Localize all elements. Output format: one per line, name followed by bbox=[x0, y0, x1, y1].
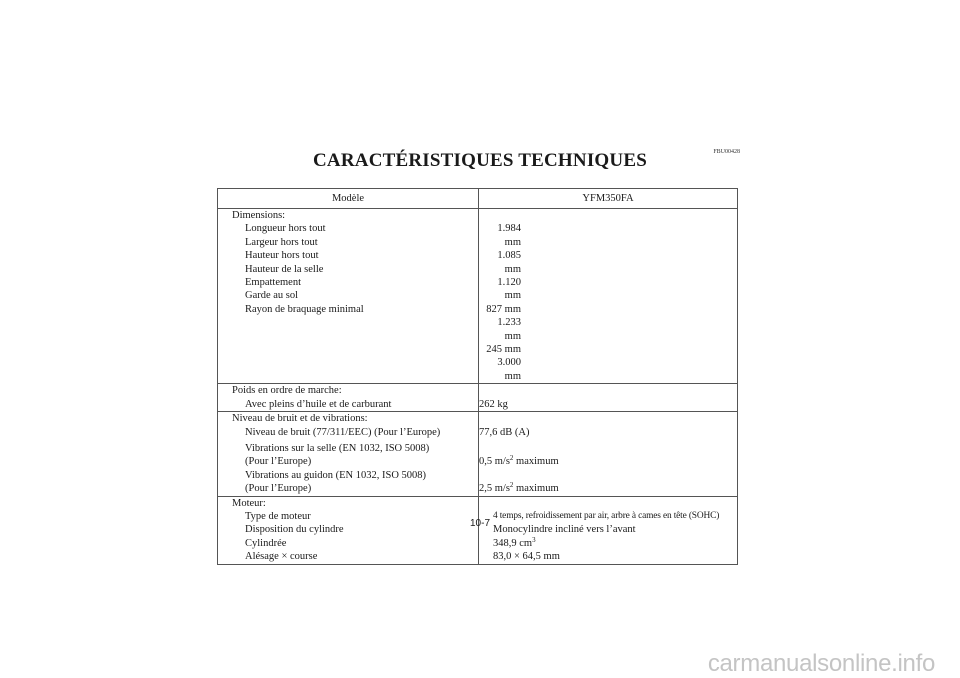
noise-values bbox=[479, 412, 738, 496]
spec-value: 245 mm bbox=[486, 344, 521, 356]
spec-value: 827 mm bbox=[486, 303, 521, 315]
spec-label: Cylindrée bbox=[245, 537, 287, 549]
spec-label: Vibrations au guidon (EN 1032, ISO 5008) bbox=[245, 469, 427, 481]
table-header-row bbox=[218, 189, 738, 209]
spec-value: 77,6 dB (A) bbox=[479, 426, 530, 438]
engine-values bbox=[479, 496, 738, 564]
spec-label: Alésage × course bbox=[245, 551, 318, 563]
spec-label: Garde au sol bbox=[245, 290, 299, 302]
specifications-table bbox=[217, 188, 738, 565]
spec-label: Niveau de bruit (77/311/EEC) (Pour l’Europe) bbox=[245, 426, 441, 438]
noise-labels bbox=[218, 412, 479, 496]
spec-label: Type de moteur bbox=[245, 510, 311, 522]
watermark: carmanualsonline.info bbox=[707, 650, 935, 677]
section-weight bbox=[218, 384, 738, 412]
spec-label: Disposition du cylindre bbox=[245, 524, 344, 536]
spec-value: 0,5 $m/s^2$ maximum bbox=[479, 454, 559, 468]
spec-value: 348,9 $cm^3$ bbox=[493, 535, 536, 549]
section-title: Niveau de bruit et de vibrations: bbox=[232, 413, 368, 425]
spec-value: 4 temps, refroidissement par air, arbre à cames en tête (SOHC) bbox=[493, 510, 720, 521]
section-engine bbox=[218, 496, 738, 564]
spec-value: 1.120 mm bbox=[497, 277, 521, 302]
spec-label: Hauteur hors tout bbox=[245, 250, 319, 262]
section-title: Dimensions: bbox=[232, 210, 286, 221]
weight-labels bbox=[218, 384, 479, 412]
spec-value: 3.000 mm bbox=[497, 357, 521, 382]
section-dimensions bbox=[218, 209, 738, 384]
spec-label: Largeur hors tout bbox=[245, 236, 318, 248]
header-model-label: Modèle bbox=[218, 189, 479, 209]
spec-value: 1.233 mm bbox=[497, 317, 521, 342]
header-model-value: YFM350FA bbox=[479, 189, 738, 209]
page-number: 10-7 bbox=[469, 518, 490, 529]
spec-label: (Pour l’Europe) bbox=[245, 483, 312, 495]
spec-value: 1.085 mm bbox=[497, 250, 521, 275]
spec-value: 83,0 × 64,5 mm bbox=[493, 551, 560, 563]
dimensions-labels bbox=[218, 209, 479, 384]
engine-labels bbox=[218, 496, 479, 564]
weight-values bbox=[479, 384, 738, 412]
section-noise-vibration bbox=[218, 412, 738, 496]
section-title: Poids en ordre de marche: bbox=[232, 385, 342, 397]
spec-label: Longueur hors tout bbox=[245, 223, 326, 235]
spec-value: 2,5 $m/s^2$ maximum bbox=[479, 481, 559, 495]
spec-label: Avec pleins d’huile et de carburant bbox=[245, 398, 392, 410]
spec-value: 262 kg bbox=[479, 398, 508, 410]
page-title: CARACTÉRISTIQUES TECHNIQUES bbox=[313, 150, 647, 171]
section-title: Moteur: bbox=[232, 497, 266, 509]
spec-value: 1.984 mm bbox=[497, 223, 521, 248]
spec-label: Empattement bbox=[245, 277, 301, 289]
spec-label: Rayon de braquage minimal bbox=[245, 303, 364, 315]
document-code: FBU00428 bbox=[713, 149, 740, 155]
spec-label: (Pour l’Europe) bbox=[245, 456, 312, 468]
spec-label: Vibrations sur la selle (EN 1032, ISO 5008) bbox=[245, 442, 430, 454]
dimensions-values bbox=[479, 209, 738, 384]
spec-value: Monocylindre incliné vers l’avant bbox=[493, 524, 636, 536]
spec-label: Hauteur de la selle bbox=[245, 263, 324, 275]
